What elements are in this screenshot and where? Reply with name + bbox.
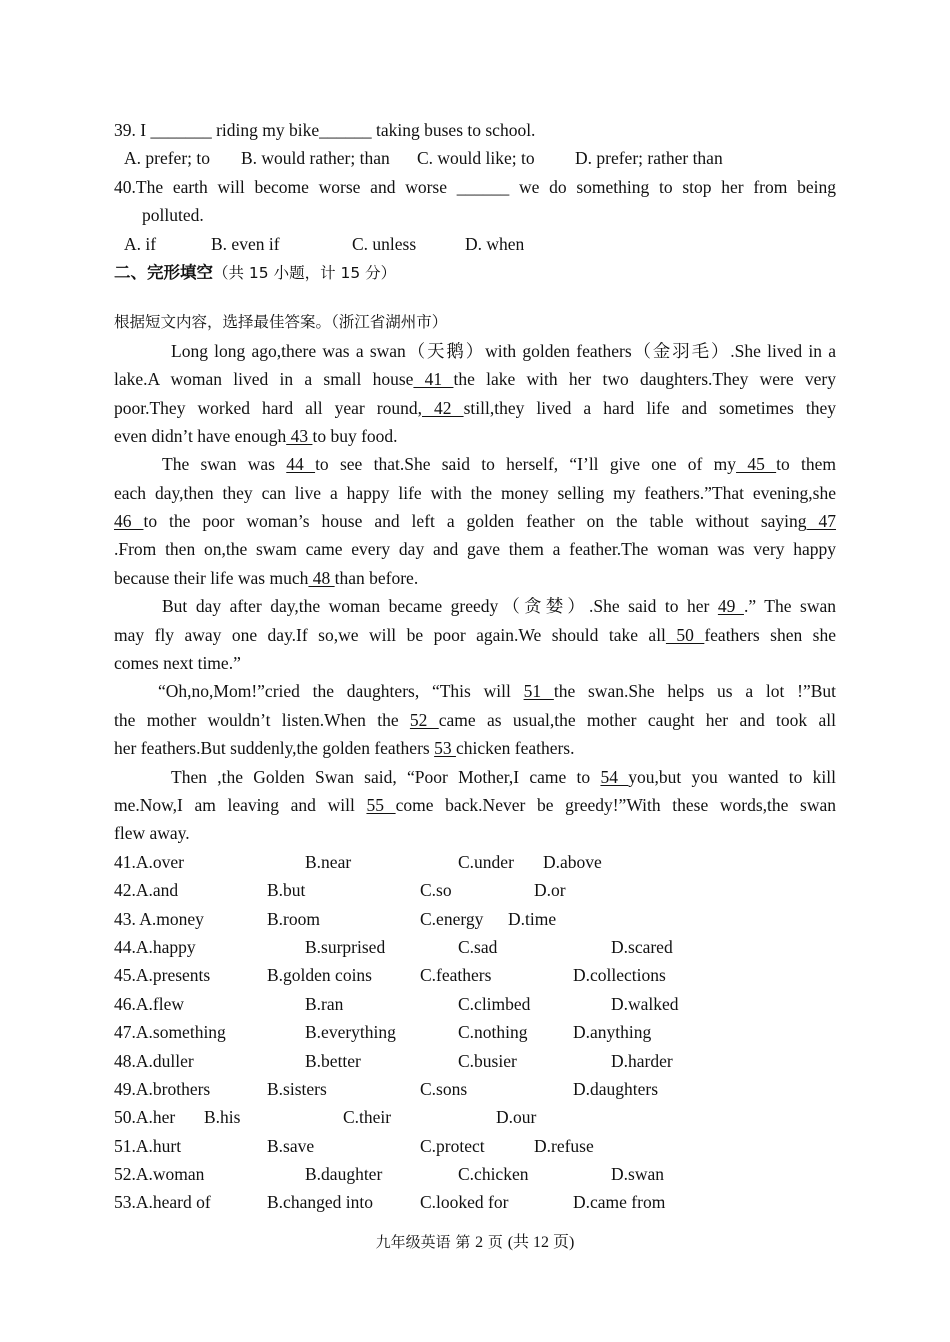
blank-45: 45	[736, 454, 777, 475]
q40-option-a: A. if	[124, 233, 157, 254]
option-cell: B.better	[305, 1050, 361, 1071]
text: to see that.She said to herself, “I’ll give one of my	[315, 454, 737, 475]
option-row	[114, 848, 836, 876]
text: than before.	[334, 567, 419, 588]
option-cell: C.climbed	[458, 993, 531, 1014]
blank-53: 53	[434, 738, 456, 759]
option-cell: C.sad	[458, 936, 498, 957]
passage-p3-line2	[114, 621, 836, 649]
text: The swan was	[162, 454, 287, 475]
blank-51: 51	[523, 681, 554, 702]
option-cell: B.surprised	[305, 936, 386, 957]
passage-p5-line3: flew away.	[114, 823, 190, 844]
blank-47: 47	[806, 511, 837, 532]
passage-p5-line2	[114, 791, 836, 819]
text: the mother wouldn’t listen.When the	[114, 709, 410, 730]
blank-54: 54	[600, 766, 629, 787]
passage-p4-line3	[114, 734, 836, 762]
passage-p2-line1	[114, 450, 836, 478]
option-cell: D.anything	[573, 1022, 652, 1043]
question-39-stem: 39. I _______ riding my bike______ taking buses to school.	[114, 120, 536, 140]
footer-total-close: 页)	[549, 1234, 575, 1251]
option-cell: C.their	[343, 1107, 392, 1128]
passage-p1-line1: Long long ago,there was a swan（天鹅）with golden feathers（金羽毛）.She lived in a	[171, 340, 836, 361]
option-cell: C.feathers	[420, 965, 492, 986]
footer-page-mid: 页	[483, 1233, 508, 1251]
text: “Oh,no,Mom!”cried the daughters, “This will	[158, 681, 524, 702]
passage-p1-line2	[114, 365, 836, 393]
q39-option-d: D. prefer; rather than	[575, 148, 723, 169]
option-row	[114, 961, 836, 989]
footer-page-number: 2	[475, 1234, 484, 1251]
q39-option-c: C. would like; to	[417, 148, 535, 169]
option-cell: D.above	[543, 851, 602, 872]
option-cell: 50.A.her	[114, 1107, 176, 1128]
option-cell: D.scared	[611, 936, 673, 957]
option-cell: C.under	[458, 851, 514, 872]
option-cell: D.harder	[611, 1050, 673, 1071]
option-cell: B.room	[267, 908, 320, 929]
option-cell: 49.A.brothers	[114, 1078, 211, 1099]
text: to them	[776, 454, 837, 475]
text: even didn’t have enough	[114, 425, 287, 446]
text: may fly away one day.If so,we will be poor again.We should take all	[114, 624, 666, 645]
question-40-stem-line1: 40.The earth will become worse and worse ______ we do something to stop her from being	[114, 176, 836, 197]
passage-p4-line2	[114, 706, 836, 734]
passage-p3-line3: comes next time.”	[114, 653, 241, 674]
passage-p1-line4	[114, 422, 836, 450]
passage-p1-line3	[114, 394, 836, 422]
text: me.Now,I am leaving and will	[114, 794, 367, 815]
blank-52: 52	[409, 709, 439, 730]
option-cell: 44.A.happy	[114, 936, 196, 957]
blank-49: 49	[717, 596, 744, 617]
option-row	[114, 1075, 836, 1103]
passage-p3-line1	[114, 592, 836, 620]
blank-48: 48	[308, 567, 335, 588]
section-2-heading	[114, 258, 836, 286]
text: her feathers.But suddenly,the golden feathers	[114, 738, 435, 759]
text: poor.They worked hard all year round,	[114, 397, 422, 418]
text: feathers shen she	[704, 624, 837, 645]
question-40-stem-line2: polluted.	[142, 205, 204, 226]
option-cell: B.but	[267, 880, 306, 901]
option-cell: C.so	[420, 880, 452, 901]
text: chicken feathers.	[455, 738, 575, 759]
option-cell: C.looked for	[420, 1192, 509, 1213]
blank-43: 43	[286, 425, 313, 446]
page-footer	[0, 1232, 950, 1253]
option-cell: D.refuse	[534, 1135, 594, 1156]
option-row	[114, 876, 836, 904]
passage-p5-line1	[114, 763, 836, 791]
option-cell: C.energy	[420, 908, 484, 929]
text: because their life was much	[114, 567, 309, 588]
option-cell: 51.A.hurt	[114, 1135, 182, 1156]
option-cell: B.his	[204, 1107, 241, 1128]
q40-option-b: B. even if	[211, 233, 280, 254]
option-row	[114, 1160, 836, 1188]
option-cell: 41.A.over	[114, 851, 184, 872]
option-cell: 52.A.woman	[114, 1164, 205, 1185]
passage-p2-line2: each day,then they can live a happy life with the money selling my feathers.”That evening,she	[114, 482, 836, 503]
footer-total-pages: 12	[533, 1234, 550, 1251]
footer-total-open: (共	[507, 1234, 534, 1251]
section-2-title: 二、完形填空	[114, 262, 213, 282]
option-cell: 43. A.money	[114, 908, 204, 929]
passage-p2-line3	[114, 507, 836, 535]
option-cell: D.or	[534, 880, 566, 901]
blank-50: 50	[665, 624, 705, 645]
option-cell: B.daughter	[305, 1164, 383, 1185]
option-cell: B.changed into	[267, 1192, 373, 1213]
text: But day after day,the woman became greedy（贪婪）.She said to her	[162, 596, 718, 617]
option-row	[114, 905, 836, 933]
footer-page-prefix: 第	[450, 1233, 476, 1251]
q39-option-a: A. prefer; to	[124, 148, 211, 169]
option-row	[114, 990, 836, 1018]
option-cell: D.daughters	[573, 1078, 659, 1099]
option-cell: D.our	[496, 1107, 537, 1128]
text: still,they lived a hard life and sometimes they	[463, 397, 836, 418]
option-cell: B.golden coins	[267, 965, 372, 986]
q40-option-d: D. when	[465, 233, 525, 254]
option-cell: C.protect	[420, 1135, 485, 1156]
footer-grade: 九年级英语	[375, 1233, 451, 1251]
options-table	[114, 848, 836, 1217]
question-40-options	[114, 230, 836, 258]
exam-page	[114, 116, 836, 1217]
text: lake.A woman lived in a small house	[114, 369, 414, 390]
option-cell: 53.A.heard of	[114, 1192, 211, 1213]
section-2-instruction: 根据短文内容，选择最佳答案。（浙江省湖州市）	[114, 313, 448, 332]
text: come back.Never be greedy!”With these words,the swan	[395, 794, 837, 815]
option-row	[114, 1132, 836, 1160]
option-cell: 42.A.and	[114, 880, 179, 901]
option-cell: B.ran	[305, 993, 344, 1014]
option-cell: B.near	[305, 851, 352, 872]
passage-p2-line4: .From then on,the swam came every day and gave them a feather.The woman was very happy	[114, 539, 836, 560]
q39-option-b: B. would rather; than	[241, 148, 390, 169]
option-row	[114, 1047, 836, 1075]
option-cell: 48.A.duller	[114, 1050, 194, 1071]
question-39-options	[114, 144, 836, 172]
option-cell: C.nothing	[458, 1022, 528, 1043]
option-cell: 45.A.presents	[114, 965, 211, 986]
option-cell: D.walked	[611, 993, 679, 1014]
text: the lake with her two daughters.They were very	[453, 369, 837, 390]
option-cell: B.save	[267, 1135, 315, 1156]
option-row	[114, 1188, 836, 1216]
text: to buy food.	[312, 425, 398, 446]
text: Then ,the Golden Swan said, “Poor Mother,I came to	[171, 766, 601, 787]
option-cell: C.sons	[420, 1078, 468, 1099]
option-cell: C.busier	[458, 1050, 517, 1071]
option-cell: 47.A.something	[114, 1022, 226, 1043]
option-row	[114, 933, 836, 961]
text: .” The swan	[743, 596, 836, 617]
passage-p2-line5	[114, 564, 836, 592]
option-cell: D.collections	[573, 965, 666, 986]
blank-46: 46	[114, 511, 144, 532]
section-2-subtitle: （共 15 小题，计 15 分）	[213, 263, 397, 282]
option-cell: D.swan	[611, 1164, 664, 1185]
option-cell: D.time	[508, 908, 557, 929]
q40-option-c: C. unless	[352, 233, 417, 254]
text: came as usual,the mother caught her and took all	[438, 709, 836, 730]
passage-p4-line1	[114, 677, 836, 705]
blank-55: 55	[366, 794, 396, 815]
option-row	[114, 1103, 836, 1131]
option-row	[114, 1018, 836, 1046]
option-cell: B.everything	[305, 1022, 396, 1043]
text: you,but you wanted to kill	[628, 766, 836, 787]
option-cell: 46.A.flew	[114, 993, 184, 1014]
text: to the poor woman’s house and left a golden feather on the table without saying	[143, 511, 807, 532]
blank-44: 44	[286, 454, 316, 475]
text: the swan.She helps us a lot !”But	[553, 681, 837, 702]
option-cell: D.came from	[573, 1192, 666, 1213]
option-cell: C.chicken	[458, 1164, 529, 1185]
blank-41: 41	[413, 369, 454, 390]
blank-42: 42	[422, 397, 464, 418]
option-cell: B.sisters	[267, 1078, 327, 1099]
